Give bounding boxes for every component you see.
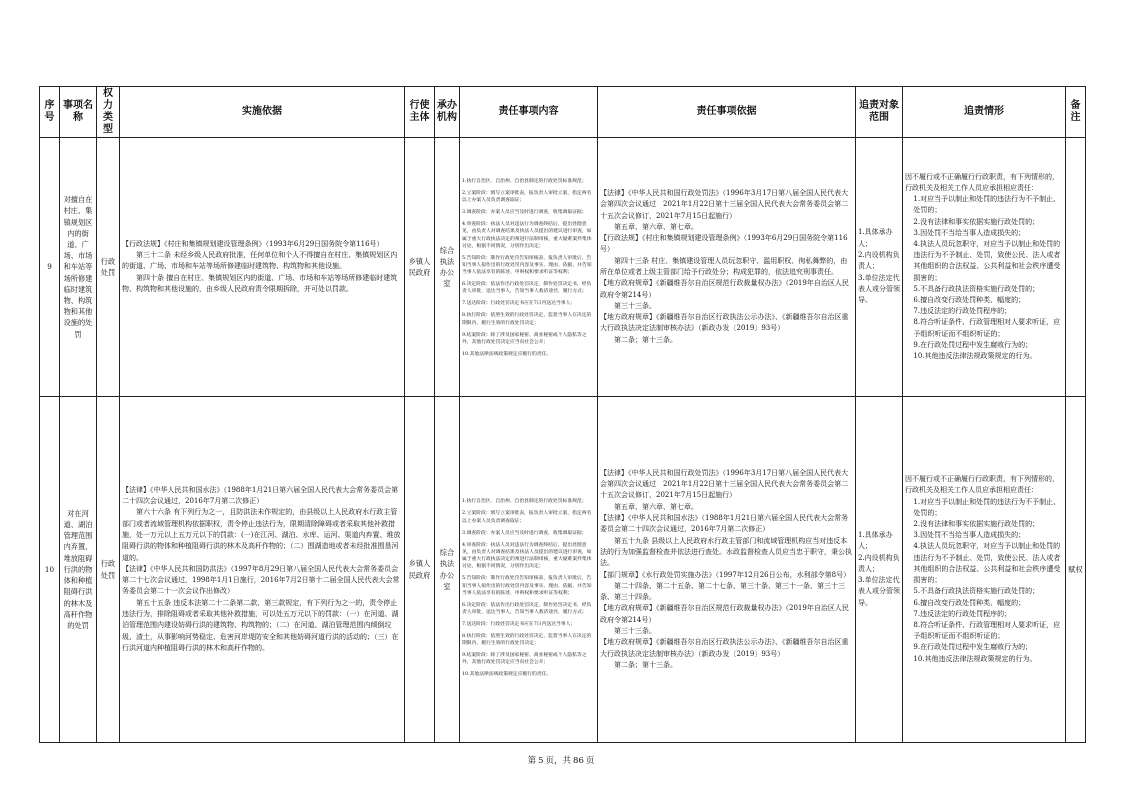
resp-line: 4.审查阶段：执法人员对违法行为调查终结后，提出处理意见，由负责人对调查结果及执法人员提出的建议进行审查，如属于重大行政执法决定的须进行法制审核，重大疑难案件集体讨论，根据不同情况，分别作出决定； (462, 542, 592, 570)
resp-line: 8.执行阶段：依照生效的行政处罚决定，监督当事人在决定的期限内，履行生效的行政处罚决定； (462, 313, 592, 326)
situation-line: 因不履行或不正确履行行政职责，有下列情形的，行政机关及相关工作人员应承担相应责任： (905, 475, 1059, 495)
row-situations (903, 397, 1066, 743)
footer-suffix: 页 (585, 756, 595, 766)
resp-line: 5.告知阶段：制作行政处罚告知审核表，报负责人审批后，告知当事人拟作出的行政处罚内容及事实、理由、依据，并告知当事人依法享有的陈述、申辩权和要求听证等权利； (462, 576, 592, 596)
header-row (40, 87, 1086, 138)
footer-total-pages: 86 (573, 756, 584, 766)
situation-line: 7.违反法定的行政处罚程序的； (913, 609, 1012, 618)
basis-line: 第六十六条 有下列行为之一，且防洪法未作规定的，由县级以上人民政府水行政主管部门或者流域管理机构依据职权，责令停止违法行为，限期清除障碍或者采取其他补救措施，处一万元以上五万元以下的罚款：(一)在江河、湖泊、水库、运河、渠道内弃置、堆放阻碍行洪的物体和种植阻碍行洪的林木及高秆作物的；（二）围湖造地或者未经批准围垦河道的。 (122, 508, 401, 562)
situation-line: 2.没有法律和事实依据实施行政处罚的； (913, 520, 1040, 529)
resp-line: 6.决定阶段：依法作出行政处罚决定，制作处罚决定书，经负责人审批，送达当事人，告知当事人救济途径，履行方式； (462, 602, 592, 615)
situation-line: 10.其他违反法律法规政策规定的行为。 (913, 654, 1037, 663)
resp-basis-line: 【地方政府规章】《新疆维吾尔自治区行政执法公示办法》、《新疆维吾尔自治区重大行政执法决定法制审核办法》（新政办发〔2019〕93号） (600, 638, 849, 658)
resp-line: 7.送达阶段：行政处罚决定书应在7日内送达当事人； (462, 301, 576, 307)
resp-basis-line: 【法律】《中华人民共和国行政处罚法》（1996年3月17日第八届全国人民代表大会第四次会议通过 2021年1月22日第十三届全国人民代表大会常务委员会第二十五次会议修订，2021年7月15日起施行） (600, 188, 849, 220)
situation-line: 10.其他违反法律法规政策规定的行为。 (913, 352, 1037, 361)
resp-line: 10.其他法律法规政策规定应履行的责任。 (462, 672, 552, 678)
header-resp-basis: 责任事项依据 (598, 87, 856, 138)
resp-line: 10.其他法律法规政策规定应履行的责任。 (462, 351, 552, 357)
basis-line: 第四十条 擅自在村庄、集镇规划区内的街道、广场、市场和车站等场所修建临时建筑物、构筑物和其他设施的，由乡级人民政府责令限期拆除，并可处以罚款。 (122, 273, 398, 293)
situation-line: 8.符合听证条件、行政管理相对人要求听证，应予组织听证而不组织听证的； (913, 620, 1061, 641)
situation-line: 5.不具备行政执法资格实施行政处罚的； (913, 284, 1040, 293)
header-scope: 追责对象范围 (856, 87, 903, 138)
resp-line: 9.结案阶段：除了涉及国家秘密、商业秘密或个人隐私等之外，其他行政处罚决定应当向社会公开； (462, 653, 587, 666)
basis-line: 【行政法规】《村庄和集镇规划建设管理条例》（1993年6月29日国务院令第116号） (122, 239, 384, 248)
resp-basis-line: 【地方政府规章】《新疆维吾尔自治区规范行政裁量权办法》（2019年自治区人民政府令第214号） (600, 604, 849, 624)
resp-line: 3.调查阶段：办案人员应当及时进行调查，收集调取证据； (462, 530, 587, 536)
resp-basis-line: 【法律】《中华人民共和国水法》（1988年1月21日第六届全国人民代表大会常务委员会第二十四次会议通过，2016年7月第二次修正） (600, 514, 849, 534)
header-seq: 序号 (40, 87, 60, 138)
resp-line: 3.调查阶段：办案人员应当及时进行调查，收集调取证据； (462, 210, 587, 216)
header-type: 权力类型 (97, 87, 120, 138)
scope-line: 1.具体承办人； (858, 530, 893, 551)
situation-line: 1.对应当予以制止和处罚的违法行为不予制止、处罚的； (913, 497, 1061, 517)
scope-line: 1.具体承办人； (858, 228, 893, 248)
header-item: 事项名称 (60, 87, 97, 138)
basis-line: 【法律】《中华人民共和国水法》（1988年1月21日第六届全国人民代表大会常务委员会第二十四次会议通过，2016年7月第二次修正） (122, 485, 399, 506)
resp-line: 2.立案阶段：填写立案审批表，报负责人审批立案，指定两名以上办案人员负责调查取证； (462, 511, 592, 524)
situation-line: 6.擅自改变行政处罚种类、幅度的； (913, 598, 1026, 607)
resp-basis-line: 第二十四条、第二十五条、第二十七条、第三十条、第三十一条、第三十三条、第三十四条。 (600, 581, 845, 602)
scope-line: 3.单位法定代表人或分管领导。 (858, 576, 900, 607)
footer-separator: 页，共 (545, 756, 572, 766)
situation-line: 8.符合听证条件、行政管理相对人要求听证，应予组织听证而不组织听证的； (913, 318, 1061, 338)
basis-line: 【法律】《中华人民共和国防洪法》（1997年8月29日第八届全国人民代表大会常务委员会第二十七次会议通过，1998年1月1日施行，2016年7月2日第十二届全国人民代表大会常务委员会第二十一次会议作出修改） (122, 564, 400, 596)
row-org: 综合执法办公室 (435, 397, 460, 743)
header-basis: 实施依据 (120, 87, 405, 138)
row-seq: 9 (40, 138, 60, 397)
situation-line: 5.不具备行政执法资格实施行政处罚的； (913, 587, 1040, 596)
scope-line: 3.单位法定代表人或分管领导。 (858, 273, 900, 305)
resp-basis-line: 【行政法规】《村庄和集镇规划建设管理条例》（1993年6月29日国务院令第116号） (600, 234, 848, 254)
row-item-name: 对擅自在村庄、集镇规划区内的街道、广场、市场和车站等场所修建临时建筑物、构筑物和其他设施的处罚 (60, 138, 97, 397)
row-note (1066, 138, 1086, 397)
responsibility-table (39, 86, 1086, 743)
basis-line: 第三十二条 未经乡级人民政府批准，任何单位和个人不得擅自在村庄、集镇规划区内的街道、广场、市场和车站等场所修建临时建筑物、构筑物和其他设施。 (122, 251, 398, 271)
row-org: 综合执法办公室 (435, 138, 460, 397)
resp-basis-line: 第三十三条。 (614, 301, 656, 310)
situation-line: 9.在行政处罚过程中发生腐败行为的； (913, 340, 1033, 349)
resp-basis-line: 【法律】《中华人民共和国行政处罚法》（1996年3月17日第八届全国人民代表大会第四次会议通过 2021年1月22日第十三届全国人民代表大会常务委员会第二十五次会议修订，2021年7月15日起施行） (600, 468, 849, 500)
scope-line: 2.内设机构负责人； (858, 251, 900, 271)
resp-line: 8.执行阶段：依照生效的行政处罚决定，监督当事人在决定的期限内，履行生效的行政处罚决定； (462, 633, 592, 647)
resp-basis-line: 【部门规章】《水行政处罚实施办法》（1997年12月26日公布，水利部令第8号） (600, 570, 851, 579)
table-row (40, 138, 1086, 397)
resp-basis-line: 第五章、第六章、第七章。 (614, 222, 698, 231)
situation-line: 3.因处罚不当给当事人造成损失的； (913, 228, 1026, 237)
row-subject: 乡镇人民政府 (405, 138, 435, 397)
row-basis (120, 397, 405, 743)
situation-line: 4.执法人员玩忽职守，对应当予以制止和处罚的违法行为不予制止、处罚，致使公民、法人或者其他组织的合法权益、公共利益和社会秩序遭受损害的； (913, 542, 1061, 585)
situation-line: 7.违反法定的行政处罚程序的； (913, 307, 1012, 316)
resp-line: 1.执行自治区、自治州、自治县制定的行政处罚标准规范； (462, 499, 587, 505)
resp-basis-line: 第五十九条 县级以上人民政府水行政主管部门和流域管理机构应当对违反本法的行为加强监督检查并依法进行查处。水政监督检查人员应当忠于职守，秉公执法。 (600, 536, 852, 568)
situation-line: 3.因处罚不当给当事人造成损失的； (913, 531, 1026, 540)
situation-line: 9.在行政处罚过程中发生腐败行为的； (913, 643, 1033, 652)
header-subject: 行使主体 (405, 87, 435, 138)
resp-basis-line: 【地方政府规章】《新疆维吾尔自治区规范行政裁量权办法》（2019年自治区人民政府令第214号） (600, 279, 849, 299)
situation-line: 2.没有法律和事实依据实施行政处罚的； (913, 217, 1040, 226)
scope-line: 2.内设机构负责人； (858, 553, 900, 573)
row-resp-content (460, 397, 598, 743)
header-resp-content: 责任事项内容 (460, 87, 598, 138)
resp-basis-line: 【地方政府规章】《新疆维吾尔自治区行政执法公示办法》、《新疆维吾尔自治区重大行政执法决定法制审核办法》（新政办发〔2019〕93号） (600, 313, 849, 333)
resp-line: 6.决定阶段：依法作出行政处罚决定，制作处罚决定书，经负责人审批，送达当事人，告知当事人救济途径，履行方式； (462, 282, 592, 295)
row-seq: 10 (40, 397, 60, 743)
basis-line: 第五十五条 违反本法第二十二条第二款、第三款规定，有下列行为之一的，责令停止违法行为，排除阻碍或者采取其他补救措施，可以处五万元以下的罚款：（一）在河道、湖泊管理范围内建设妨碍行洪的建筑物、构筑物的；（二）在河道、湖泊管理范围内倾倒垃圾、渣土，从事影响河势稳定、危害河岸堤防安全和其他妨碍河道行洪的活动的；（三）在行洪河道内种植阻碍行洪的林木和高秆作物的。 (122, 598, 399, 652)
row-note: 赋权 (1066, 397, 1086, 743)
resp-basis-line: 第四十三条 村庄、集镇建设管理人员玩忽职守、滥用职权、徇私舞弊的，由所在单位或者上级主管部门给予行政处分；构成犯罪的，依法追究刑事责任。 (600, 256, 848, 276)
row-item-name: 对在河道、湖泊管理范围内弃置、堆放阻碍行洪的物体和种植阻碍行洪的林木及高秆作物的处罚 (60, 397, 97, 743)
row-scope (856, 138, 903, 397)
header-situations: 追责情形 (903, 87, 1066, 138)
footer-page-number: 5 (538, 756, 544, 766)
row-power-type: 行政处罚 (97, 397, 120, 743)
row-basis (120, 138, 405, 397)
resp-line: 5.告知阶段：制作行政处罚告知审核表，报负责人审批后，告知当事人拟作出的行政处罚内容及事实、理由、依据，并告知当事人依法享有的陈述、申辩权和要求听证等权利； (462, 255, 592, 276)
resp-line: 4.审查阶段：执法人员对违法行为调查终结后，提出处理意见，由负责人对调查结果及执法人员提出的建议进行审查，如属于重大行政执法决定的须进行法制审核，重大疑难案件集体讨论，根据不同情况，分别作出决定； (462, 222, 592, 249)
row-subject: 乡镇人民政府 (405, 397, 435, 743)
footer-prefix: 第 (527, 756, 537, 766)
resp-line: 1.执行自治区、自治州、自治县制定的行政处罚标准规范； (462, 178, 587, 184)
row-situations (903, 138, 1066, 397)
row-resp-content (460, 138, 598, 397)
table-row (40, 397, 1086, 743)
situation-line: 6.擅自改变行政处罚种类、幅度的； (913, 296, 1026, 304)
header-note: 备注 (1066, 87, 1086, 138)
header-org: 承办机构 (435, 87, 460, 138)
situation-line: 因不履行或不正确履行行政职责，有下列情形的，行政机关及相关工作人员应承担相应责任： (905, 172, 1059, 192)
resp-basis-line: 第二条；第十三条。 (614, 335, 677, 344)
situation-line: 1.对应当予以制止和处罚的违法行为不予制止、处罚的； (913, 195, 1061, 215)
resp-line: 9.结案阶段：除了涉及国家秘密、商业秘密或个人隐私等之外，其他行政处罚决定应当向社会公开； (462, 332, 587, 345)
row-resp-basis (598, 397, 856, 743)
resp-basis-line: 第三十三条。 (614, 626, 656, 635)
page-footer (0, 754, 1122, 766)
situation-line: 4.执法人员玩忽职守，对应当予以制止和处罚的违法行为不予制止、处罚，致使公民、法人或者其他组织的合法权益、公共利益和社会秩序遭受损害的； (913, 239, 1061, 282)
row-power-type: 行政处罚 (97, 138, 120, 397)
row-resp-basis (598, 138, 856, 397)
resp-basis-line: 第五章、第六章、第七章。 (614, 502, 698, 511)
resp-line: 7.送达阶段：行政处罚决定书应在7日内送达当事人； (462, 621, 576, 627)
row-scope (856, 397, 903, 743)
resp-line: 2.立案阶段：填写立案审批表，报负责人审批立案，指定两名以上办案人员负责调查取证； (462, 190, 592, 204)
resp-basis-line: 第二条；第十三条。 (614, 660, 677, 669)
